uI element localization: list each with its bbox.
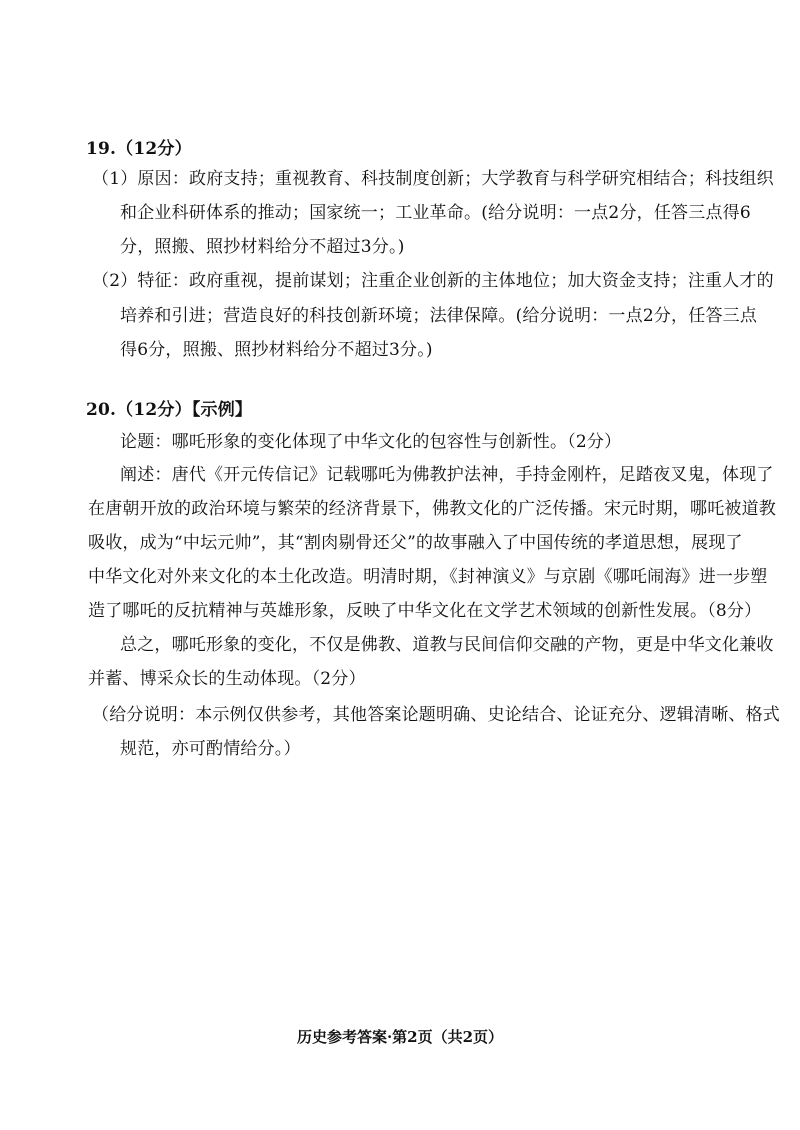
q20-argument-line: 造了哪吒的反抗精神与英雄形象，反映了中华文化在文学艺术领域的创新性发展。（8分） [88,601,762,621]
q20-argument-line: 中华文化对外来文化的本土化改造。明清时期，《封神演义》与京剧《哪吒闹海》进一步塑 [88,567,768,587]
q19-part1-line: （1）原因：政府支持；重视教育、科技制度创新；大学教育与科学研究相结合；科技组织 [92,169,774,189]
q20-grading-note-line: 规范，亦可酌情给分。） [120,739,301,759]
q19-part1-line: 和企业科研体系的推动；国家统一；工业革命。(给分说明：一点2分，任答三点得6 [120,203,751,223]
q20-argument-line: 在唐朝开放的政治环境与繁荣的经济背景下，佛教文化的广泛传播。宋元时期，哪吒被道教 [88,499,776,519]
q20-argument-line: 阐述：唐代《开元传信记》记载哪吒为佛教护法神，手持金刚杵，足踏夜叉鬼，体现了 [120,465,774,485]
q20-conclusion-line: 并蓄、博采众长的生动体现。（2分） [88,669,366,689]
q20-grading-note-line: （给分说明：本示例仅供参考，其他答案论题明确、史论结合、论证充分、逻辑清晰、格式 [92,705,780,725]
q20-argument-line: 吸收，成为“中坛元帅”，其“割肉剔骨还父”的故事融入了中国传统的孝道思想，展现了 [88,533,743,553]
q19-part2-line: 得6分，照搬、照抄材料给分不超过3分。) [120,340,433,360]
q20-heading: 20.（12分）【示例】 [86,400,253,420]
q19-heading: 19.（12分） [86,139,192,159]
q20-thesis: 论题：哪吒形象的变化体现了中华文化的包容性与创新性。（2分） [120,432,622,452]
q19-part2-line: （2）特征：政府重视，提前谋划；注重企业创新的主体地位；加大资金支持；注重人才的 [92,271,774,291]
page-footer: 历史参考答案·第2页（共2页） [296,1028,504,1046]
q19-part1-line: 分，照搬、照抄材料给分不超过3分。) [120,237,405,257]
q19-part2-line: 培养和引进；营造良好的科技创新环境；法律保障。(给分说明：一点2分，任答三点 [120,306,758,326]
q20-conclusion-line: 总之，哪吒形象的变化，不仅是佛教、道教与民间信仰交融的产物，更是中华文化兼收 [120,635,774,655]
